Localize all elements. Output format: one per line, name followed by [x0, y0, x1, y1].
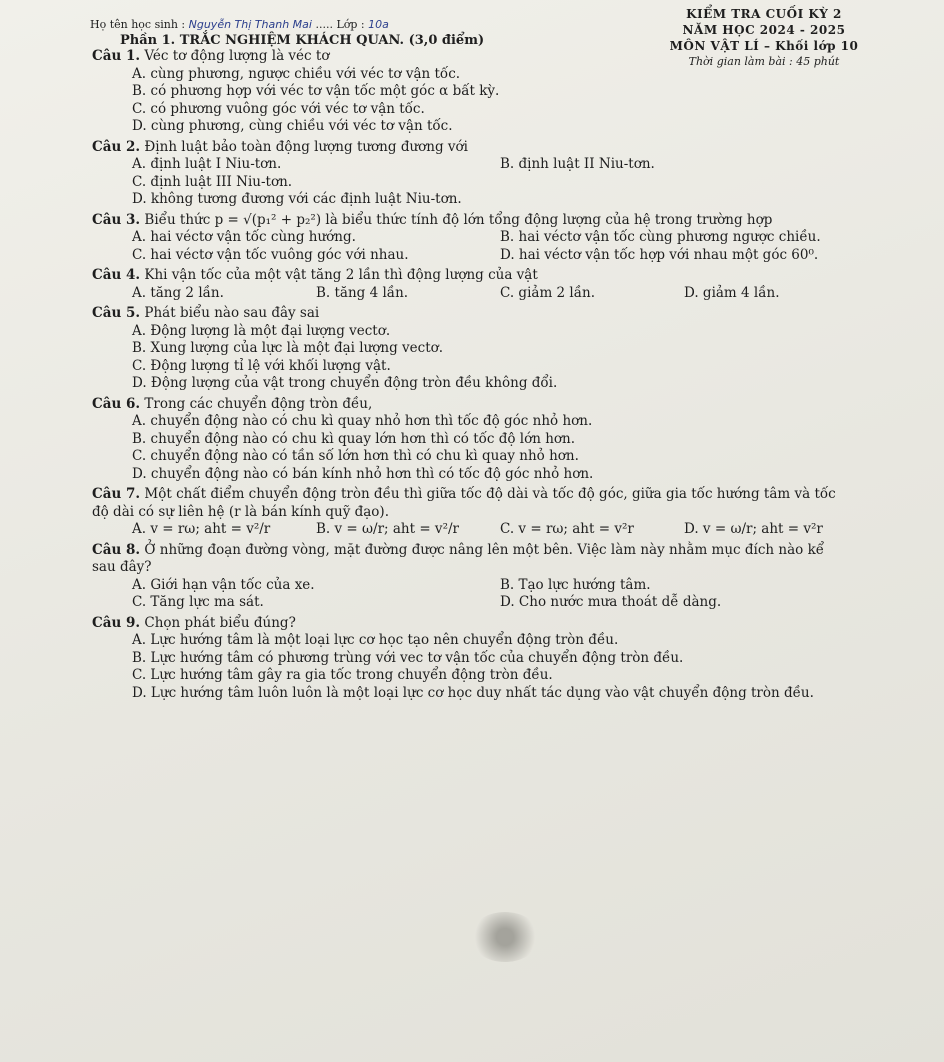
question-6 — [92, 396, 852, 484]
question-7 — [92, 486, 852, 539]
option-b: B. Lực hướng tâm có phương trùng với vec tơ vận tốc của chuyển động tròn đều. — [132, 649, 684, 666]
question-number: Câu 4. — [92, 267, 141, 283]
question-2 — [92, 139, 852, 209]
option-c: C. Tăng lực ma sát. — [132, 594, 264, 610]
question-9 — [92, 615, 852, 703]
option-b: B. Tạo lực hướng tâm. — [500, 576, 651, 593]
option-d: D. Động lượng của vật trong chuyển động tròn đều không đổi. — [132, 375, 558, 391]
question-3 — [92, 212, 852, 265]
option-c: C. định luật III Niu-tơn. — [132, 173, 293, 190]
option-a: A. định luật I Niu-tơn. — [132, 156, 282, 172]
option-c: C. giảm 2 lần. — [500, 284, 595, 301]
question-4 — [92, 267, 852, 302]
option-b: B. Xung lượng của lực là một đại lượng vectơ. — [132, 340, 444, 356]
option-a: A. chuyển động nào có chu kì quay nhỏ hơn thì tốc độ góc nhỏ hơn. — [132, 413, 593, 429]
option-d: D. Lực hướng tâm luôn luôn là một loại lực cơ học duy nhất tác dụng vào vật chuyển động tròn đều. — [132, 684, 814, 701]
student-class-handwritten: 10a — [368, 18, 389, 31]
question-number: Câu 8. — [92, 541, 141, 558]
question-list — [92, 48, 852, 705]
option-d: D. Cho nước mưa thoát dễ dàng. — [500, 594, 722, 610]
question-number: Câu 1. — [92, 48, 141, 64]
option-d: D. cùng phương, cùng chiều với véc tơ vận tốc. — [132, 118, 453, 134]
option-b: B. hai véctơ vận tốc cùng phương ngược chiều. — [500, 229, 821, 245]
question-number: Câu 7. — [92, 486, 141, 502]
question-5 — [92, 305, 852, 393]
option-d: D. hai véctơ vận tốc hợp với nhau một góc 60⁰. — [500, 246, 819, 263]
option-d: D. giảm 4 lần. — [684, 284, 780, 301]
option-b: B. chuyển động nào có chu kì quay lớn hơn thì có tốc độ lớn hơn. — [132, 430, 576, 447]
option-a: A. Giới hạn vận tốc của xe. — [132, 576, 315, 593]
question-text: Biểu thức p = √(p₁² + p₂²) là biểu thức tính độ lớn tổng động lượng của hệ trong trường hợp — [144, 211, 773, 228]
option-b: B. tăng 4 lần. — [316, 284, 409, 301]
school-year: NĂM HỌC 2024 - 2025 — [682, 23, 846, 37]
student-name-label: Họ tên học sinh : — [90, 18, 186, 31]
question-1 — [92, 48, 852, 136]
option-c: C. Lực hướng tâm gây ra gia tốc trong chuyển động tròn đều. — [132, 667, 553, 683]
question-text: Chọn phát biểu đúng? — [144, 614, 296, 631]
option-b: B. định luật II Niu-tơn. — [500, 156, 655, 172]
option-d: D. chuyển động nào có bán kính nhỏ hơn thì có tốc độ góc nhỏ hơn. — [132, 465, 594, 482]
question-number: Câu 9. — [92, 614, 141, 631]
option-a: A. Động lượng là một đại lượng vectơ. — [132, 322, 391, 339]
option-d: D. v = ω/r; aht = v²r — [684, 521, 823, 537]
option-c: C. v = rω; aht = v²r — [500, 521, 634, 537]
student-info: Họ tên học sinh : Nguyễn Thị Thanh Mai ..... Lớp : 10a — [90, 18, 389, 31]
question-text: Khi vận tốc của một vật tăng 2 lần thì động lượng của vật — [144, 267, 538, 283]
question-text: Véc tơ động lượng là véc tơ — [144, 48, 330, 64]
option-a: A. hai véctơ vận tốc cùng hướng. — [132, 229, 356, 245]
question-8 — [92, 542, 852, 612]
student-name-handwritten: Nguyễn Thị Thanh Mai — [188, 18, 312, 31]
option-a: A. cùng phương, ngược chiều với véc tơ vận tốc. — [132, 65, 461, 82]
option-a: A. v = rω; aht = v²/r — [132, 521, 271, 537]
exam-title: KIỂM TRA CUỐI KỲ 2 — [686, 7, 842, 21]
option-c: C. chuyển động nào có tần số lớn hơn thì có chu kì quay nhỏ hơn. — [132, 448, 579, 464]
question-text: Ở những đoạn đường vòng, mặt đường được nâng lên một bên. Việc làm này nhằm mục đích nào kể sau đây? — [92, 541, 825, 575]
question-number: Câu 2. — [92, 138, 141, 155]
finger-shadow — [470, 912, 540, 962]
option-a: A. tăng 2 lần. — [132, 284, 224, 301]
option-b: B. v = ω/r; aht = v²/r — [316, 521, 459, 537]
subject-line: MÔN VẬT LÍ – Khối lớp 10 — [669, 39, 859, 53]
question-number: Câu 3. — [92, 211, 141, 228]
question-number: Câu 6. — [92, 395, 141, 412]
option-c: C. Động lượng tỉ lệ với khối lượng vật. — [132, 357, 391, 374]
question-text: Một chất điểm chuyển động tròn đều thì giữa tốc độ dài và tốc độ góc, giữa gia tốc hướng tâm và tốc độ dài có sự liên hệ (r là bán kính quỹ đạo). — [92, 486, 836, 520]
option-c: C. hai véctơ vận tốc vuông góc với nhau. — [132, 246, 409, 263]
option-c: C. có phương vuông góc với véc tơ vận tốc. — [132, 100, 425, 117]
question-number: Câu 5. — [92, 305, 141, 321]
question-text: Phát biểu nào sau đây sai — [144, 305, 320, 321]
time-limit: Thời gian làm bài : 45 phút — [688, 55, 840, 68]
option-d: D. không tương đương với các định luật Niu-tơn. — [132, 191, 462, 207]
option-a: A. Lực hướng tâm là một loại lực cơ học tạo nên chuyển động tròn đều. — [132, 632, 619, 648]
question-text: Trong các chuyển động tròn đều, — [144, 395, 373, 412]
question-text: Định luật bảo toàn động lượng tương đương với — [144, 138, 468, 155]
student-class-label: Lớp : — [336, 18, 365, 31]
option-b: B. có phương hợp với véc tơ vận tốc một góc α bất kỳ. — [132, 83, 500, 99]
section-title: Phần 1. TRẮC NGHIỆM KHÁCH QUAN. (3,0 điểm) — [120, 33, 485, 48]
